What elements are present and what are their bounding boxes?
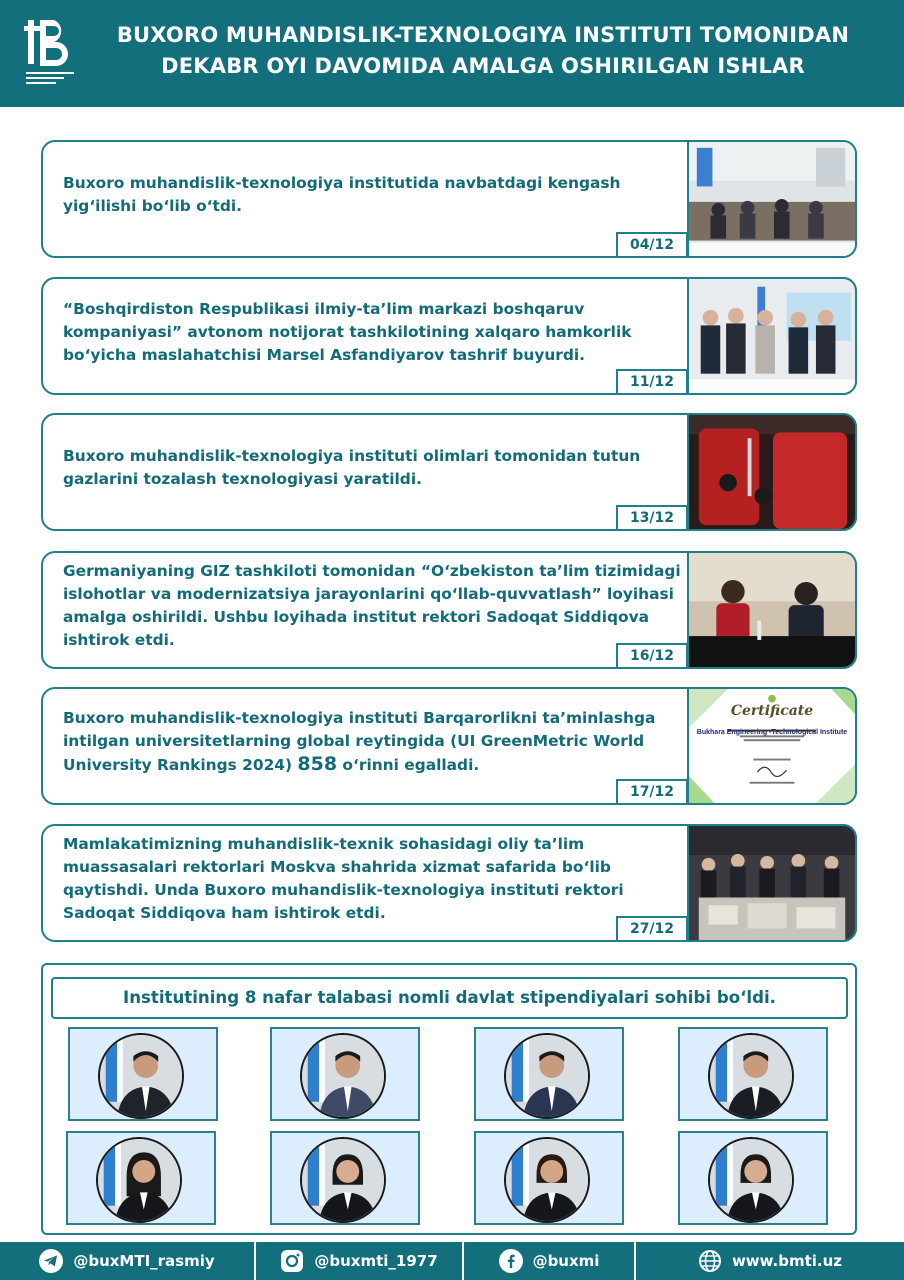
news-card-5 (41, 687, 857, 805)
news-text (63, 689, 683, 803)
footer-website[interactable] (636, 1242, 904, 1280)
student-photo-8 (678, 1131, 828, 1225)
news-photo-moscow (687, 824, 857, 942)
ranking-number: 858 (297, 753, 338, 775)
news-photo-visit (687, 277, 857, 395)
scholarship-section (41, 963, 857, 1235)
certificate-title: Certificate (730, 703, 814, 719)
student-avatar (98, 1033, 184, 1119)
news-text-after: o‘rinni egalladi. (337, 756, 480, 774)
news-card-1 (41, 140, 857, 258)
footer (0, 1242, 904, 1280)
news-card-6 (41, 824, 857, 942)
student-avatar (708, 1033, 794, 1119)
news-date: 27/12 (616, 916, 688, 942)
title-line-1: BUXORO MUHANDISLIK-TEXNOLOGIYA INSTITUTI TOMONIDAN (116, 23, 850, 47)
telegram-handle: @buxMTI_rasmiy (73, 1252, 215, 1270)
student-photo-2 (270, 1027, 420, 1121)
news-date: 16/12 (616, 643, 688, 669)
instagram-handle: @buxmti_1977 (314, 1252, 438, 1270)
student-photo-5 (66, 1131, 216, 1225)
news-text-before: Buxoro muhandislik-texnologiya instituti Barqarorlikni ta’minlashga intilgan universitetlarning global reytingida (UI GreenMetric World University Rankings 2024) (63, 709, 656, 774)
certificate-institute: Bukhara Engineering -Technological Institute (696, 729, 848, 736)
telegram-icon (39, 1249, 63, 1273)
news-date: 11/12 (616, 369, 688, 395)
student-avatar (300, 1137, 386, 1223)
header (0, 0, 904, 107)
news-photo-equipment (687, 413, 857, 531)
news-photo-project (687, 551, 857, 669)
student-avatar (96, 1137, 182, 1223)
news-text: Buxoro muhandislik-texnologiya institutida navbatdagi kengash yig‘ilishi bo‘lib o‘tdi. (63, 174, 621, 215)
news-date: 17/12 (616, 779, 688, 805)
news-text: Mamlakatimizning muhandislik-texnik sohasidagi oliy ta’lim muassasalari rektorlari Moskva shahrida xizmat safarida bo‘lib qaytishdi. Unda Buxoro muhandislik-texnologiya instituti rektori Sadoqat Siddiqova ham ishtirok etdi. (63, 835, 624, 922)
website-url: www.bmti.uz (731, 1252, 843, 1270)
student-photo-7 (474, 1131, 624, 1225)
news-text: Germaniyaning GIZ tashkiloti tomonidan “O‘zbekiston ta’lim tizimidagi islohotlar va modernizatsiya jarayonlarini qo‘llab-quvvatlash” loyihasi amalga oshirildi. Ushbu loyihada institut rektori Sadoqat Siddiqova ishtirok etdi. (63, 562, 681, 649)
news-date: 13/12 (616, 505, 688, 531)
instagram-icon (280, 1249, 304, 1273)
student-photo-4 (678, 1027, 828, 1121)
globe-icon (698, 1249, 722, 1273)
student-avatar (504, 1137, 590, 1223)
news-photo-certificate (687, 687, 857, 805)
facebook-handle: @buxmi (532, 1252, 600, 1270)
news-card-3 (41, 413, 857, 531)
footer-facebook[interactable] (464, 1242, 636, 1280)
student-avatar (504, 1033, 590, 1119)
page-title (88, 20, 878, 82)
footer-telegram[interactable] (0, 1242, 256, 1280)
news-card-4 (41, 551, 857, 669)
news-text: Buxoro muhandislik-texnologiya instituti olimlari tomonidan tutun gazlarini tozalash texnologiyasi yaratildi. (63, 447, 641, 488)
student-photo-3 (474, 1027, 624, 1121)
news-photo-meeting (687, 140, 857, 258)
title-line-2: DEKABR OYI DAVOMIDA AMALGA OSHIRILGAN ISHLAR (161, 54, 805, 78)
news-text: “Boshqirdiston Respublikasi ilmiy-ta’lim markazi boshqaruv kompaniyasi” avtonom notijorat tashkilotining xalqaro hamkorlik bo‘yicha maslahatchisi Marsel Asfandiyarov tashrif buyurdi. (63, 299, 632, 364)
footer-instagram[interactable] (256, 1242, 464, 1280)
student-avatar (708, 1137, 794, 1223)
student-avatar (300, 1033, 386, 1119)
scholarship-title: Institutining 8 nafar talabasi nomli davlat stipendiyalari sohibi bo‘ldi. (51, 977, 848, 1019)
student-photo-1 (68, 1027, 218, 1121)
facebook-icon (499, 1249, 523, 1273)
bmti-logo-icon (22, 16, 78, 90)
news-date: 04/12 (616, 232, 688, 258)
student-photo-6 (270, 1131, 420, 1225)
news-card-2 (41, 277, 857, 395)
